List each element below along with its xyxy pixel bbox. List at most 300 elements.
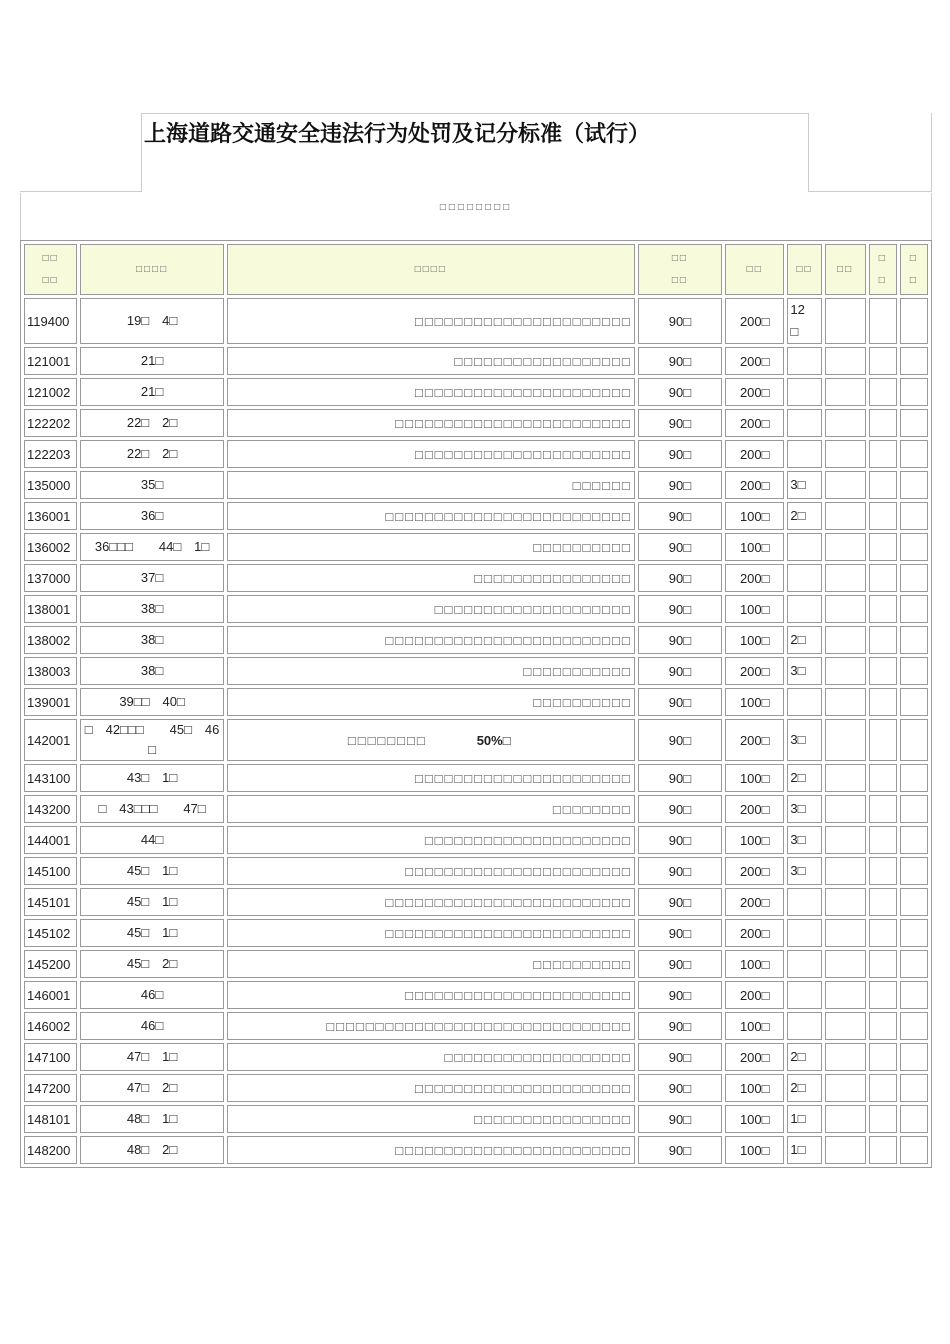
fine-a-cell: 90□	[638, 1105, 722, 1133]
violation-code-cell: 148200	[24, 1136, 77, 1164]
fine-a-cell: 90□	[638, 857, 722, 885]
description-text: □□□□□□□□□□□□□□□□□□□□□□□□□	[385, 632, 632, 648]
extra-cell	[825, 347, 866, 375]
table-row	[24, 409, 928, 437]
description-cell	[227, 950, 635, 978]
extra-cell	[869, 1105, 897, 1133]
description-text: □□□□□□□□□□□□□□□□□□□□□□	[414, 1080, 632, 1096]
fine-b-cell: 100□	[725, 595, 784, 623]
fine-b-cell: 200□	[725, 919, 784, 947]
clause-cell: 38□	[80, 626, 224, 654]
fine-a-cell: 90□	[638, 626, 722, 654]
extra-cell	[869, 981, 897, 1009]
description-text: □□□□□□□□□□□□□□□□□□□□□	[424, 832, 632, 848]
points-cell: 2□	[787, 626, 821, 654]
penalty-table	[20, 240, 932, 1168]
fine-a-cell: 90□	[638, 378, 722, 406]
fine-b-cell: 200□	[725, 657, 784, 685]
description-text: □□□□□□□□□□□□□□□□□□	[454, 353, 632, 369]
violation-code-cell: 122203	[24, 440, 77, 468]
description-cell	[227, 409, 635, 437]
table-row	[24, 298, 928, 344]
extra-cell	[900, 795, 928, 823]
description-cell	[227, 1074, 635, 1102]
description-cell	[227, 298, 635, 344]
extra-cell	[869, 298, 897, 344]
fine-a-cell: 90□	[638, 888, 722, 916]
fine-a-cell: 90□	[638, 595, 722, 623]
extra-cell	[825, 1105, 866, 1133]
table-row	[24, 378, 928, 406]
extra-cell	[900, 471, 928, 499]
extra-cell	[869, 764, 897, 792]
fine-a-cell: 90□	[638, 1074, 722, 1102]
table-row	[24, 1012, 928, 1040]
points-cell: 3□	[787, 826, 821, 854]
table-row	[24, 1105, 928, 1133]
extra-cell	[825, 1043, 866, 1071]
fine-b-cell: 100□	[725, 950, 784, 978]
clause-cell: 47□ 1□	[80, 1043, 224, 1071]
violation-code-cell: 138002	[24, 626, 77, 654]
extra-cell	[900, 981, 928, 1009]
header-cell: □□ □□	[24, 244, 77, 295]
table-row	[24, 440, 928, 468]
extra-cell	[869, 688, 897, 716]
fine-b-cell: 100□	[725, 533, 784, 561]
table-row	[24, 795, 928, 823]
table-row	[24, 626, 928, 654]
extra-cell	[900, 950, 928, 978]
table-row	[24, 950, 928, 978]
table-row	[24, 719, 928, 761]
clause-cell: 35□	[80, 471, 224, 499]
violation-code-cell: 143200	[24, 795, 77, 823]
header-cell: □ □	[869, 244, 897, 295]
fine-b-cell: 200□	[725, 981, 784, 1009]
points-cell: 3□	[787, 657, 821, 685]
description-text: □□□□□□□□□□	[533, 956, 632, 972]
extra-cell	[869, 502, 897, 530]
extra-cell	[869, 347, 897, 375]
description-text: □□□□□□□□	[347, 732, 427, 748]
points-cell	[787, 409, 821, 437]
extra-cell	[825, 981, 866, 1009]
clause-cell: 45□ 1□	[80, 857, 224, 885]
table-row	[24, 888, 928, 916]
percent-text: 50%□	[476, 732, 511, 748]
violation-code-cell: 136002	[24, 533, 77, 561]
extra-cell	[900, 888, 928, 916]
extra-cell	[869, 795, 897, 823]
points-cell	[787, 533, 821, 561]
table-row	[24, 857, 928, 885]
fine-a-cell: 90□	[638, 347, 722, 375]
extra-cell	[869, 950, 897, 978]
description-text: □□□□□□□□	[552, 801, 632, 817]
table-row	[24, 1136, 928, 1164]
fine-a-cell: 90□	[638, 688, 722, 716]
extra-cell	[869, 1074, 897, 1102]
description-text: □□□□□□□□□□□□□□□□□□□□□□□□□	[385, 925, 632, 941]
points-cell	[787, 981, 821, 1009]
table-row	[24, 1043, 928, 1071]
description-cell	[227, 1105, 635, 1133]
header-cell: □ □	[900, 244, 928, 295]
points-cell	[787, 1012, 821, 1040]
extra-cell	[825, 688, 866, 716]
extra-cell	[825, 657, 866, 685]
violation-code-cell: 139001	[24, 688, 77, 716]
description-cell	[227, 795, 635, 823]
clause-cell: 38□	[80, 595, 224, 623]
fine-a-cell: 90□	[638, 440, 722, 468]
extra-cell	[900, 564, 928, 592]
violation-code-cell: 146001	[24, 981, 77, 1009]
violation-code-cell: 145200	[24, 950, 77, 978]
fine-a-cell: 90□	[638, 764, 722, 792]
extra-cell	[825, 857, 866, 885]
extra-cell	[869, 626, 897, 654]
fine-a-cell: 90□	[638, 298, 722, 344]
fine-b-cell: 100□	[725, 1136, 784, 1164]
fine-a-cell: 90□	[638, 564, 722, 592]
violation-code-cell: 147100	[24, 1043, 77, 1071]
fine-b-cell: 100□	[725, 826, 784, 854]
extra-cell	[869, 471, 897, 499]
table-row	[24, 764, 928, 792]
extra-cell	[825, 826, 866, 854]
points-cell: 3□	[787, 857, 821, 885]
extra-cell	[825, 719, 866, 761]
description-cell	[227, 826, 635, 854]
description-cell	[227, 888, 635, 916]
extra-cell	[825, 298, 866, 344]
extra-cell	[869, 719, 897, 761]
description-cell	[227, 564, 635, 592]
extra-cell	[825, 919, 866, 947]
points-cell: 3□	[787, 719, 821, 761]
points-cell	[787, 888, 821, 916]
clause-cell: 36□□□ 44□ 1□	[80, 533, 224, 561]
description-text: □□□□□□□□□□□□□□□□□□□□□□□□□	[385, 894, 632, 910]
clause-cell: 46□	[80, 981, 224, 1009]
clause-cell: 36□	[80, 502, 224, 530]
header-cell: □□	[825, 244, 866, 295]
extra-cell	[869, 1136, 897, 1164]
fine-b-cell: 100□	[725, 1105, 784, 1133]
header-cell: □□□□	[80, 244, 224, 295]
fine-a-cell: 90□	[638, 502, 722, 530]
extra-cell	[869, 409, 897, 437]
table-row	[24, 595, 928, 623]
extra-cell	[900, 1105, 928, 1133]
extra-cell	[900, 502, 928, 530]
description-cell	[227, 626, 635, 654]
clause-cell: 44□	[80, 826, 224, 854]
description-cell	[227, 981, 635, 1009]
extra-cell	[825, 533, 866, 561]
extra-cell	[825, 471, 866, 499]
points-cell	[787, 378, 821, 406]
fine-b-cell: 100□	[725, 1074, 784, 1102]
extra-cell	[825, 795, 866, 823]
clause-cell: 48□ 2□	[80, 1136, 224, 1164]
extra-cell	[825, 564, 866, 592]
extra-cell	[900, 298, 928, 344]
fine-b-cell: 200□	[725, 564, 784, 592]
table-row	[24, 502, 928, 530]
description-text: □□□□□□□□□□□□□□□□□□□□□□□	[405, 987, 632, 1003]
divider	[20, 193, 21, 241]
fine-b-cell: 200□	[725, 440, 784, 468]
violation-code-cell: 143100	[24, 764, 77, 792]
violation-code-cell: 145100	[24, 857, 77, 885]
violation-code-cell: 119400	[24, 298, 77, 344]
extra-cell	[825, 888, 866, 916]
fine-a-cell: 90□	[638, 533, 722, 561]
points-cell	[787, 919, 821, 947]
table-row	[24, 564, 928, 592]
violation-code-cell: 146002	[24, 1012, 77, 1040]
extra-cell	[825, 440, 866, 468]
table-row	[24, 347, 928, 375]
extra-cell	[869, 378, 897, 406]
clause-cell: 45□ 1□	[80, 888, 224, 916]
description-text: □□□□□□□□□□□□□□□□	[474, 570, 632, 586]
description-cell	[227, 440, 635, 468]
violation-code-cell: 144001	[24, 826, 77, 854]
clause-cell: 22□ 2□	[80, 409, 224, 437]
fine-a-cell: 90□	[638, 1043, 722, 1071]
points-cell	[787, 347, 821, 375]
extra-cell	[869, 440, 897, 468]
clause-cell: 43□ 1□	[80, 764, 224, 792]
fine-b-cell: 100□	[725, 626, 784, 654]
extra-cell	[825, 1136, 866, 1164]
points-cell: 12 □	[787, 298, 821, 344]
fine-a-cell: 90□	[638, 409, 722, 437]
document-subtitle: □□□□□□□□	[439, 202, 513, 213]
fine-b-cell: 100□	[725, 688, 784, 716]
points-cell	[787, 595, 821, 623]
points-cell: 3□	[787, 795, 821, 823]
fine-b-cell: 100□	[725, 502, 784, 530]
extra-cell	[869, 1012, 897, 1040]
points-cell: 2□	[787, 1074, 821, 1102]
extra-cell	[900, 1136, 928, 1164]
extra-cell	[869, 826, 897, 854]
extra-cell	[869, 888, 897, 916]
description-cell	[227, 719, 635, 761]
header-cell: □□ □□	[638, 244, 722, 295]
description-cell	[227, 1043, 635, 1071]
clause-cell: 48□ 1□	[80, 1105, 224, 1133]
violation-code-cell: 147200	[24, 1074, 77, 1102]
description-text: □□□□□□□□□□□□□□□□□□□□□□□□	[395, 415, 632, 431]
clause-cell: 21□	[80, 378, 224, 406]
points-cell	[787, 564, 821, 592]
fine-b-cell: 200□	[725, 409, 784, 437]
description-cell	[227, 919, 635, 947]
fine-b-cell: 200□	[725, 857, 784, 885]
description-text: □□□□□□□□□□□□□□□□□□□□□□	[414, 313, 632, 329]
fine-a-cell: 90□	[638, 1012, 722, 1040]
extra-cell	[825, 626, 866, 654]
description-text: □□□□□□□□□□□□□□□□□□□□□□	[414, 770, 632, 786]
violation-code-cell: 145102	[24, 919, 77, 947]
extra-cell	[900, 533, 928, 561]
violation-code-cell: 137000	[24, 564, 77, 592]
points-cell	[787, 950, 821, 978]
header-cell: □□	[787, 244, 821, 295]
points-cell: 2□	[787, 502, 821, 530]
fine-a-cell: 90□	[638, 657, 722, 685]
description-text: □□□□□□□□□□□□□□□□□□□□□□	[414, 446, 632, 462]
extra-cell	[900, 1012, 928, 1040]
divider	[931, 193, 932, 241]
extra-cell	[825, 950, 866, 978]
description-text: □□□□□□□□□□	[533, 694, 632, 710]
description-cell	[227, 688, 635, 716]
extra-cell	[900, 378, 928, 406]
extra-cell	[869, 533, 897, 561]
extra-cell	[825, 595, 866, 623]
points-cell: 3□	[787, 471, 821, 499]
table-row	[24, 981, 928, 1009]
extra-cell	[825, 409, 866, 437]
clause-cell: 45□ 2□	[80, 950, 224, 978]
table-row	[24, 688, 928, 716]
description-cell	[227, 502, 635, 530]
fine-b-cell: 200□	[725, 378, 784, 406]
fine-a-cell: 90□	[638, 919, 722, 947]
description-text: □□□□□□□□□□□□□□□□□□□□□□□	[405, 863, 632, 879]
extra-cell	[825, 1074, 866, 1102]
description-cell	[227, 764, 635, 792]
violation-code-cell: 145101	[24, 888, 77, 916]
violation-code-cell: 142001	[24, 719, 77, 761]
extra-cell	[825, 1012, 866, 1040]
table-row	[24, 533, 928, 561]
points-cell: 2□	[787, 764, 821, 792]
document-title: 上海道路交通安全违法行为处罚及记分标准（试行）	[144, 122, 651, 147]
violation-code-cell: 122202	[24, 409, 77, 437]
fine-b-cell: 200□	[725, 471, 784, 499]
points-cell: 2□	[787, 1043, 821, 1071]
description-cell	[227, 857, 635, 885]
description-cell	[227, 378, 635, 406]
clause-cell: 47□ 2□	[80, 1074, 224, 1102]
extra-cell	[900, 657, 928, 685]
table-header-row	[24, 244, 928, 295]
description-text: □□□□□□□□□□□□□□□□□□□□□□□□	[395, 1142, 632, 1158]
fine-a-cell: 90□	[638, 981, 722, 1009]
fine-b-cell: 100□	[725, 764, 784, 792]
description-text: □□□□□□□□□□□□□□□□□□□□□□	[414, 384, 632, 400]
violation-code-cell: 138003	[24, 657, 77, 685]
points-cell: 1□	[787, 1136, 821, 1164]
description-cell	[227, 1012, 635, 1040]
fine-b-cell: 200□	[725, 719, 784, 761]
extra-cell	[900, 595, 928, 623]
extra-cell	[869, 595, 897, 623]
extra-cell	[869, 1043, 897, 1071]
extra-cell	[900, 440, 928, 468]
description-cell	[227, 657, 635, 685]
violation-code-cell: 121001	[24, 347, 77, 375]
table-row	[24, 657, 928, 685]
extra-cell	[869, 857, 897, 885]
clause-cell: 22□ 2□	[80, 440, 224, 468]
clause-cell: □ 43□□□ 47□	[80, 795, 224, 823]
description-text: □□□□□□□□□□□□□□□□□□□□	[434, 601, 632, 617]
extra-cell	[825, 502, 866, 530]
table-row	[24, 471, 928, 499]
description-text: □□□□□□□□□□□□□□□□□□□□□□□□□	[385, 508, 632, 524]
clause-cell: 45□ 1□	[80, 919, 224, 947]
points-cell	[787, 440, 821, 468]
extra-cell	[869, 657, 897, 685]
points-cell	[787, 688, 821, 716]
description-cell	[227, 533, 635, 561]
description-text: □□□□□□□□□□□□□□□□□□□	[444, 1049, 632, 1065]
description-text: □□□□□□□□□□□□□□□□	[474, 1111, 632, 1127]
extra-cell	[900, 1043, 928, 1071]
extra-cell	[900, 626, 928, 654]
violation-code-cell: 138001	[24, 595, 77, 623]
extra-cell	[900, 919, 928, 947]
fine-a-cell: 90□	[638, 826, 722, 854]
fine-b-cell: 200□	[725, 298, 784, 344]
description-cell	[227, 471, 635, 499]
extra-cell	[900, 688, 928, 716]
fine-b-cell: 200□	[725, 888, 784, 916]
fine-a-cell: 90□	[638, 950, 722, 978]
description-text: □□□□□□	[572, 477, 632, 493]
clause-cell: 39□□ 40□	[80, 688, 224, 716]
extra-cell	[900, 719, 928, 761]
violation-code-cell: 136001	[24, 502, 77, 530]
extra-cell	[825, 764, 866, 792]
fine-b-cell: 200□	[725, 795, 784, 823]
fine-b-cell: 200□	[725, 347, 784, 375]
table-row	[24, 1074, 928, 1102]
violation-code-cell: 148101	[24, 1105, 77, 1133]
description-cell	[227, 1136, 635, 1164]
extra-cell	[869, 919, 897, 947]
description-cell	[227, 347, 635, 375]
violation-code-cell: 121002	[24, 378, 77, 406]
table-row	[24, 919, 928, 947]
clause-cell: 37□	[80, 564, 224, 592]
header-cell: □□	[725, 244, 784, 295]
extra-cell	[900, 764, 928, 792]
description-text: □□□□□□□□□□	[533, 539, 632, 555]
clause-cell: 38□	[80, 657, 224, 685]
extra-cell	[869, 564, 897, 592]
fine-a-cell: 90□	[638, 471, 722, 499]
violation-code-cell: 135000	[24, 471, 77, 499]
clause-cell: 46□	[80, 1012, 224, 1040]
clause-cell: 19□ 4□	[80, 298, 224, 344]
fine-b-cell: 200□	[725, 1043, 784, 1071]
table-row	[24, 826, 928, 854]
description-cell	[227, 595, 635, 623]
fine-b-cell: 100□	[725, 1012, 784, 1040]
extra-cell	[900, 347, 928, 375]
extra-cell	[900, 857, 928, 885]
